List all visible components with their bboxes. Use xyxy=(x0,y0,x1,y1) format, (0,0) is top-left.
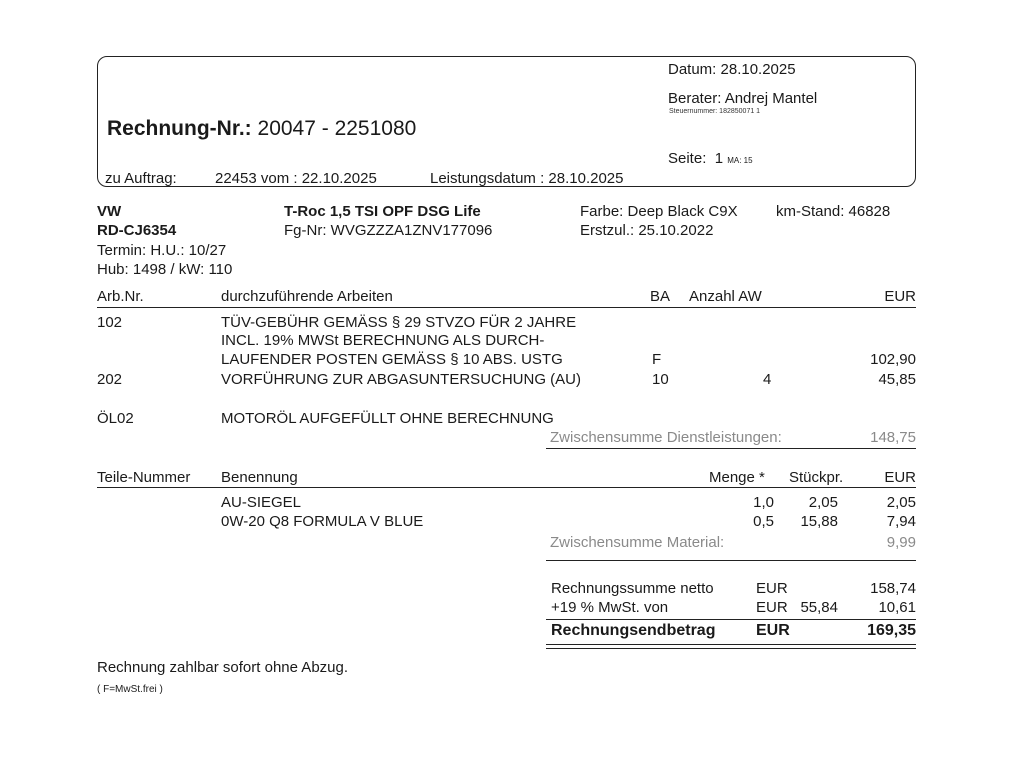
vehicle-vin: Fg-Nr: WVGZZZA1ZNV177096 xyxy=(284,222,493,239)
payment-terms: Rechnung zahlbar sofort ohne Abzug. xyxy=(97,659,349,676)
vehicle-model: T-Roc 1,5 TSI OPF DSG Life xyxy=(284,203,481,220)
vehicle-termin: Termin: H.U.: 10/27 xyxy=(97,242,227,259)
parts-row-qty: 1,0 xyxy=(753,494,774,511)
labor-row-nr: 202 xyxy=(97,371,123,388)
final-total-value: 169,35 xyxy=(867,622,916,639)
parts-subtotal-label: Zwischensumme Material: xyxy=(550,534,725,551)
parts-row-eur: 2,05 xyxy=(886,494,916,511)
labor-header-ba: BA xyxy=(650,288,671,305)
parts-header-name: Benennung xyxy=(221,469,298,486)
tax-free-note: ( F=MwSt.frei ) xyxy=(97,684,163,695)
final-total-currency: EUR xyxy=(756,622,790,639)
net-total-value: 158,74 xyxy=(870,580,916,597)
labor-header-eur: EUR xyxy=(884,288,916,305)
vehicle-first-registration: Erstzul.: 25.10.2022 xyxy=(580,222,714,239)
labor-row-desc-line: INCL. 19% MWSt BERECHNUNG ALS DURCH- xyxy=(221,332,545,349)
invoice-number-value: 20047 - 2251080 xyxy=(257,117,417,140)
parts-row-name: 0W-20 Q8 FORMULA V BLUE xyxy=(221,513,424,530)
final-total-rule-1 xyxy=(546,644,916,645)
parts-subtotal-value: 9,99 xyxy=(886,534,916,551)
page-number: 1 xyxy=(714,150,724,167)
order-label: zu Auftrag: xyxy=(105,170,177,187)
labor-row-desc-line: VORFÜHRUNG ZUR ABGASUNTERSUCHUNG (AU) xyxy=(221,371,582,388)
labor-row-desc-line: LAUFENDER POSTEN GEMÄSS § 10 ABS. USTG xyxy=(221,351,563,368)
parts-row-eur: 7,94 xyxy=(886,513,916,530)
labor-row-eur: 102,90 xyxy=(870,351,916,368)
invoice-number xyxy=(107,117,416,141)
labor-row-qty: 4 xyxy=(763,371,772,388)
tax-number: Steuernummer: 182850071 1 xyxy=(669,108,761,115)
invoice-number-label: Rechnung-Nr.: xyxy=(107,117,252,140)
parts-header-rule xyxy=(97,487,916,488)
vat-base: 55,84 xyxy=(800,599,838,616)
labor-row-desc-line: MOTORÖL AUFGEFÜLLT OHNE BERECHNUNG xyxy=(221,410,554,427)
labor-header-rule xyxy=(97,307,916,308)
labor-header-desc: durchzuführende Arbeiten xyxy=(221,288,393,305)
labor-row-ba: 10 xyxy=(652,371,669,388)
parts-row-name: AU-SIEGEL xyxy=(221,494,302,511)
labor-subtotal-rule xyxy=(546,448,916,449)
labor-subtotal-value: 148,75 xyxy=(870,429,916,446)
parts-header-qty: Menge * xyxy=(709,469,765,486)
parts-row-unit: 15,88 xyxy=(800,513,838,530)
page-indicator xyxy=(668,150,753,167)
labor-row-nr: ÖL02 xyxy=(97,410,134,427)
parts-row-qty: 0,5 xyxy=(753,513,774,530)
vat-label: +19 % MwSt. von xyxy=(551,599,669,616)
final-total-rule-2 xyxy=(546,648,916,649)
labor-subtotal-label: Zwischensumme Dienstleistungen: xyxy=(550,429,782,446)
page-suffix: MA: 15 xyxy=(727,156,753,165)
labor-row-ba: F xyxy=(652,351,662,368)
advisor: Berater: Andrej Mantel xyxy=(668,90,818,107)
parts-subtotal-rule xyxy=(546,560,916,561)
vehicle-make: VW xyxy=(97,203,122,220)
vat-value: 10,61 xyxy=(878,599,916,616)
invoice-date: Datum: 28.10.2025 xyxy=(668,61,796,78)
vehicle-plate: RD-CJ6354 xyxy=(97,222,177,239)
vat-currency: EUR xyxy=(756,599,788,616)
parts-header-nr: Teile-Nummer xyxy=(97,469,191,486)
labor-row-desc-line: TÜV-GEBÜHR GEMÄSS § 29 STVZO FÜR 2 JAHRE xyxy=(221,314,577,331)
vehicle-color: Farbe: Deep Black C9X xyxy=(580,203,738,220)
labor-row-nr: 102 xyxy=(97,314,123,331)
net-total-label: Rechnungssumme netto xyxy=(551,580,714,597)
labor-row-eur: 45,85 xyxy=(878,371,916,388)
parts-header-unit: Stückpr. xyxy=(789,469,844,486)
final-total-top-rule xyxy=(546,619,916,620)
parts-header-eur: EUR xyxy=(884,469,916,486)
net-total-currency: EUR xyxy=(756,580,788,597)
parts-row-unit: 2,05 xyxy=(808,494,838,511)
service-date: Leistungsdatum : 28.10.2025 xyxy=(430,170,624,187)
labor-header-nr: Arb.Nr. xyxy=(97,288,144,305)
vehicle-hub: Hub: 1498 / kW: 110 xyxy=(97,261,233,278)
order-value: 22453 vom : 22.10.2025 xyxy=(215,170,377,187)
labor-header-qty: Anzahl AW xyxy=(689,288,762,305)
vehicle-mileage: km-Stand: 46828 xyxy=(776,203,891,220)
page-label: Seite: xyxy=(668,150,707,167)
final-total-label: Rechnungsendbetrag xyxy=(551,622,716,639)
